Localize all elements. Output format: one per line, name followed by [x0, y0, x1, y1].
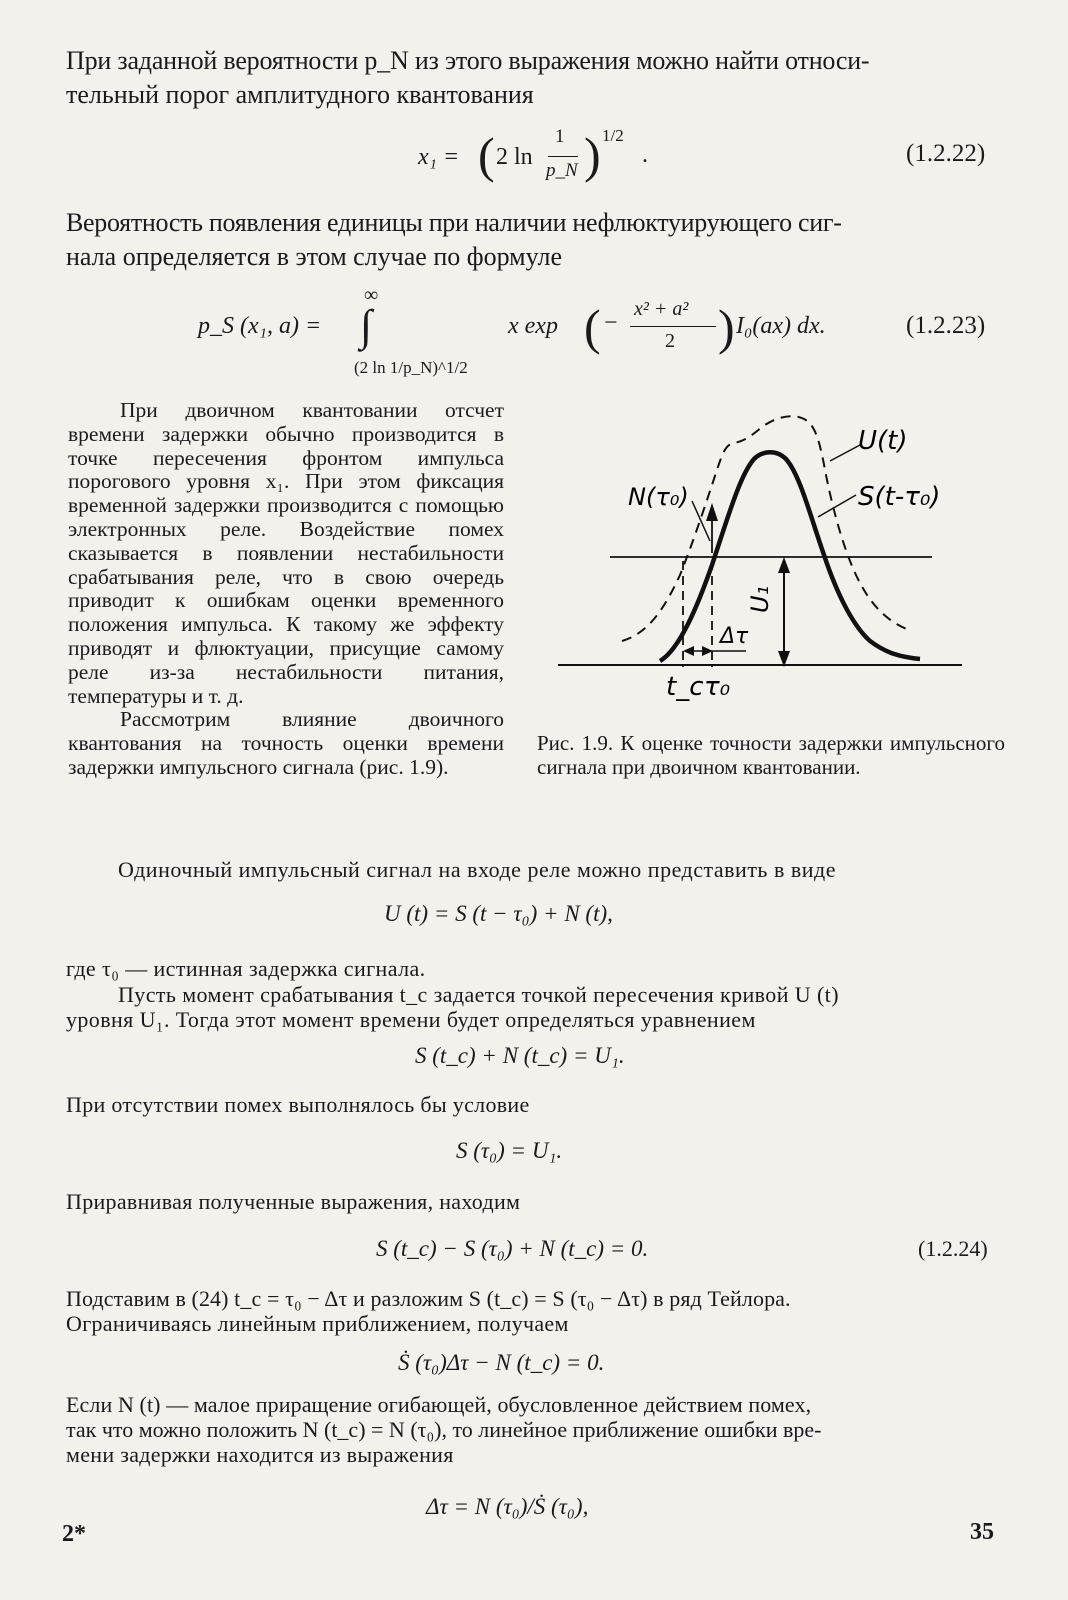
column-paragraph: Рассмотрим влияние двоичного квантования на точность оценки времени задержки импульсного сигнала (рис. 1.9). [68, 707, 504, 779]
equation-u-t: U (t) = S (t − τ₀) + N (t), [384, 901, 613, 926]
label-u-t: U(t) [858, 426, 908, 456]
n-arrow-head [706, 503, 718, 521]
column-text [68, 399, 504, 780]
paragraph-line: Подставим в (24) t_c = τ₀ − Δτ и разложим S (t_c) = S (τ₀ − Δτ) в ряд Тейлора. [66, 1286, 791, 1311]
integrand-prefix: x exp [508, 313, 558, 339]
minus-sign: − [604, 310, 618, 336]
integral-upper-limit: ∞ [364, 284, 379, 306]
paragraph-small-increment [66, 1392, 1004, 1467]
paragraph-true-delay: где τ₀ — истинная задержка сигнала. [66, 956, 426, 981]
paragraph-trigger-moment [66, 982, 1004, 1032]
paragraph-taylor [66, 1286, 1004, 1336]
paragraph-threshold [66, 44, 1004, 112]
fraction-numerator: 1 [555, 126, 565, 147]
equation-1-2-23 [198, 286, 898, 386]
s-label-pointer [818, 495, 856, 517]
u-label-pointer [830, 445, 860, 461]
paragraph-line: При заданной вероятности p_N из этого выражения можно найти относи- [66, 46, 870, 75]
equation-lhs: x₁ = [418, 144, 460, 170]
paragraph-line: нала определяется в этом случае по формуле [66, 242, 563, 271]
fraction-numerator: x² + a² [634, 298, 689, 320]
signature-mark: 2* [62, 1521, 86, 1547]
fraction-bar [630, 326, 716, 327]
paragraph-line: тельный порог амплитудного квантования [66, 80, 534, 109]
equation-s-tc: S (t_c) + N (t_c) = U₁. [415, 1043, 625, 1068]
paragraph-line: мени задержки находится из выражения [66, 1442, 454, 1467]
right-paren: ) [718, 299, 735, 355]
equation-body: 2 ln [496, 144, 533, 170]
fraction-denominator: p_N [546, 160, 578, 181]
fraction-denominator: 2 [665, 330, 675, 352]
equation-linear: Ṡ (τ₀)Δτ − N (t_c) = 0. [398, 1350, 605, 1375]
equation-lhs: p_S (x₁, a) = [198, 313, 322, 339]
figure-caption: Рис. 1.9. К оценке точности задержки импульсного сигнала при двоичном квантовании. [537, 731, 1005, 779]
dtau-arrow-head [683, 646, 694, 656]
u1-arrow-head-top [778, 557, 790, 573]
left-paren: ( [584, 299, 601, 355]
label-dtau: Δτ [720, 624, 749, 649]
integrand-suffix: I₀(ax) dx. [736, 313, 826, 339]
equation-1-2-24: S (t_c) − S (τ₀) + N (t_c) = 0. [376, 1236, 649, 1261]
column-paragraph: При двоичном квантовании отсчет времени задержки обычно производится в точке пересечения фронтом импульса порогового уровня x₁. При этом фиксация временной задержки производится с помощью электронных реле. Воздействие помех сказывается в появлении нестабильности срабатывания реле, что в свою очередь приводит к ошибкам оценки временного положения импульса. К такому же эффекту приводят и флюктуации, присущие самому реле из-за нестабильности питания, температуры и т. д. [68, 398, 504, 708]
paragraph-probability [66, 206, 1004, 274]
paragraph-line: Если N (t) — малое приращение огибающей, обусловленное действием помех, [66, 1392, 812, 1417]
label-tc: t_c [666, 672, 704, 702]
label-s-t: S(t-τ₀) [858, 482, 941, 512]
paragraph-equating: Приравнивая полученные выражения, находим [66, 1189, 521, 1214]
integral-sign: ∫ [360, 301, 373, 350]
label-tau0: τ₀ [704, 672, 731, 702]
paragraph-line: Вероятность появления единицы при наличии нефлюктуирующего сиг- [66, 208, 842, 237]
left-paren: ( [478, 127, 495, 183]
paragraph-line: так что можно положить N (t_c) = N (τ₀), то линейное приближение ошибки вре- [66, 1417, 822, 1442]
integral-lower-limit: (2 ln 1/p_N)^1/2 [354, 358, 468, 377]
figure-1-9 [540, 405, 980, 705]
fraction-bar [548, 156, 578, 157]
label-u1: U₁ [746, 585, 774, 613]
paragraph-line: Ограничиваясь линейным приближением, получаем [66, 1311, 569, 1336]
paragraph-line: Пусть момент срабатывания t_c задается точкой пересечения кривой U (t) [118, 982, 839, 1007]
equation-s-tau0: S (τ₀) = U₁. [456, 1138, 563, 1163]
equation-power: 1/2 [602, 126, 624, 145]
paragraph-no-noise: При отсутствии помех выполнялось бы условие [66, 1092, 530, 1117]
equation-number: (1.2.23) [906, 312, 986, 339]
paragraph-single-pulse: Одиночный импульсный сигнал на входе реле можно представить в виде [118, 857, 836, 882]
equation-number: (1.2.22) [906, 140, 986, 167]
equation-number: (1.2.24) [918, 1236, 988, 1261]
page-number: 35 [970, 1519, 994, 1545]
label-n-tau: N(τ₀) [628, 483, 689, 511]
paragraph-line: уровня U₁. Тогда этот момент времени будет определяться уравнением [66, 1007, 756, 1032]
equation-dot: . [642, 142, 648, 168]
right-paren: ) [584, 127, 601, 183]
equation-delta-tau: Δτ = N (τ₀)/Ṡ (τ₀), [426, 1494, 589, 1519]
